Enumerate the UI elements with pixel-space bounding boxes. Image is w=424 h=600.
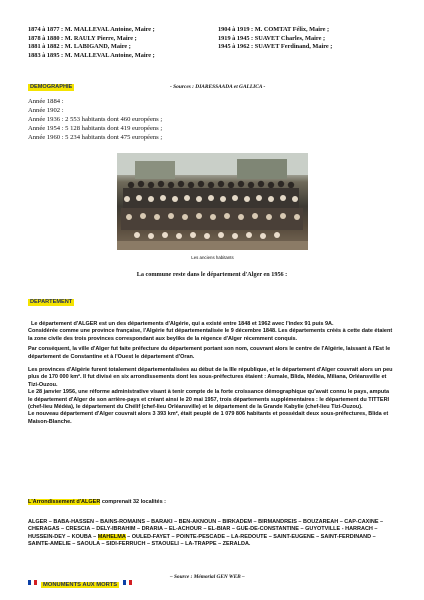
departement-label: DEPARTEMENT bbox=[30, 299, 73, 305]
localities-highlight: MAHELMA bbox=[97, 533, 126, 540]
departement-paragraph: Le 28 janvier 1956, une réforme administrative visant à tenir compte de la forte croissance démographique qu'avait connu le pays, amputa le département d'Alger de son arrière-pays et créant ainsi le 20 mai 1957, trois départements supplémentaires : le département du TITTERI (chef-lieu Médéa), le département du Chélif (chef-lieu Orléansville) et le département de la Grande Kabylie (chef-lieu Tizi-Ouzou). bbox=[28, 389, 390, 411]
demographie-line: Année 1960 : 5 234 habitants dont 475 européens ; bbox=[28, 133, 163, 141]
localities-before: ALGER – BABA-HASSEN – BAINS-ROMAINS – BARAKI – BEN-AKNOUN – BIRKADEM – BIRMANDREIS – BOUZAREAH – CAP-CAXINE – CHERAGAS – CRESCIA – DELY-IBRAHIM – DRARIA – EL-ACHOUR – EL-BIAR – GUE-DE-CONSTANTINE – GUYOTVILLE - HARRACH – HUSSEIN-DEY – KOUBA – bbox=[28, 519, 384, 540]
group-photo-illustration bbox=[117, 153, 308, 250]
mayor-line: 1919 à 1945 : SUAVET Charles, Maire ; bbox=[218, 34, 326, 42]
localities-after: – OULED-FAYET – POINTE-PESCADE – LA-REDOUTE – SAINT-EUGENE – SAINT-FERDINAND – SAINTE-AMELIE – SAOULA – SIDI-FERRUCH – STAOUELI – LA-TRAPPE – ZERALDA. bbox=[28, 533, 376, 548]
commune-sentence: La commune reste dans le département d'Alger en 1956 : bbox=[136, 271, 288, 278]
mayor-line: 1881 à 1882 : M. LABIGAND, Maire ; bbox=[28, 43, 131, 51]
mayor-line: 1878 à 1880 : M. RAULY Pierre, Maire ; bbox=[28, 34, 137, 42]
monuments-label: MONUMENTS AUX MORTS bbox=[43, 582, 118, 588]
french-flag-icon bbox=[123, 580, 132, 585]
mayors-right bbox=[218, 26, 332, 52]
localities-list bbox=[28, 519, 394, 549]
departement-paragraph: Par conséquent, la ville d'Alger fut faite préfecture du département portant son nom, couvrant alors le centre de l'Algérie, laissant à l'Est le département de Constantine et à l'Ouest le département d'Oran. bbox=[28, 346, 391, 360]
demographie-line: Année 1884 : bbox=[28, 98, 64, 105]
departement-paragraph: Le département d'ALGER est un des départements d'Algérie, qui a existé entre 1848 et 1962 avec l'index 91 puis 9A. bbox=[31, 321, 334, 327]
mayor-line: 1874 à 1877 : M. MALLEVAL Antoine, Maire ; bbox=[28, 26, 155, 33]
departement-paragraph: Le nouveau département d'Alger couvrait alors 3 393 km², était peuplé de 1 079 806 habitants et possédait deux sous-préfectures, Blida et Maison-Blanche. bbox=[28, 411, 389, 425]
departement-paragraph: Les provinces d'Algérie furent totalement départementalisées au début de la IIIe république, et le département d'Alger couvrait alors un peu plus de 170 000 km². Il fut divisé en six arrondissements dont les sous-préfectures étaient : Aumale, Blida, Médéa, Miliana, Orléansville et Tizi-Ouzou. bbox=[28, 367, 393, 388]
monuments-source: – Source : Mémorial GEN WEB – bbox=[170, 574, 245, 580]
demographie-label: DEMOGRAPHIE bbox=[30, 84, 73, 90]
demographie-source: - Sources : DIARESSAADA et GALLICA - bbox=[170, 84, 266, 90]
departement-paragraph: Considérée comme une province française, l'Algérie fut départementalisée le 9 décembre 1848. Les départements créés à cette date étaient la zone civile des trois provinces correspondant aux beyliks de la régence d'Alger récemment conquis. bbox=[28, 328, 393, 342]
french-flag-icon bbox=[28, 580, 37, 585]
photo-caption: Les anciens habitants bbox=[191, 255, 234, 260]
demographie-line: Année 1936 : 2 553 habitants dont 460 européens ; bbox=[28, 115, 163, 123]
demographie-line: Année 1954 : 5 128 habitants dont 419 européens ; bbox=[28, 124, 163, 132]
mayors-left bbox=[28, 26, 155, 60]
arrondissement-heading bbox=[28, 499, 394, 505]
departement-text bbox=[28, 321, 394, 426]
mayor-line: 1945 à 1962 : SUAVET Ferdinand, Maire ; bbox=[218, 43, 333, 51]
demographie-line: Année 1902 : bbox=[28, 106, 64, 114]
mayor-line: 1883 à 1895 : M. MALLEVAL Antoine, Maire ; bbox=[28, 51, 155, 59]
group-photo bbox=[117, 153, 308, 250]
arrondissement-title: L'Arrondissement d'ALGER bbox=[28, 499, 101, 505]
arrondissement-count: comprenait 32 localités : bbox=[101, 499, 167, 505]
monuments-heading bbox=[28, 573, 132, 591]
demographie-list bbox=[28, 98, 162, 143]
mayor-line: 1904 à 1919 : M. COMTAT Félix, Maire ; bbox=[218, 26, 330, 33]
